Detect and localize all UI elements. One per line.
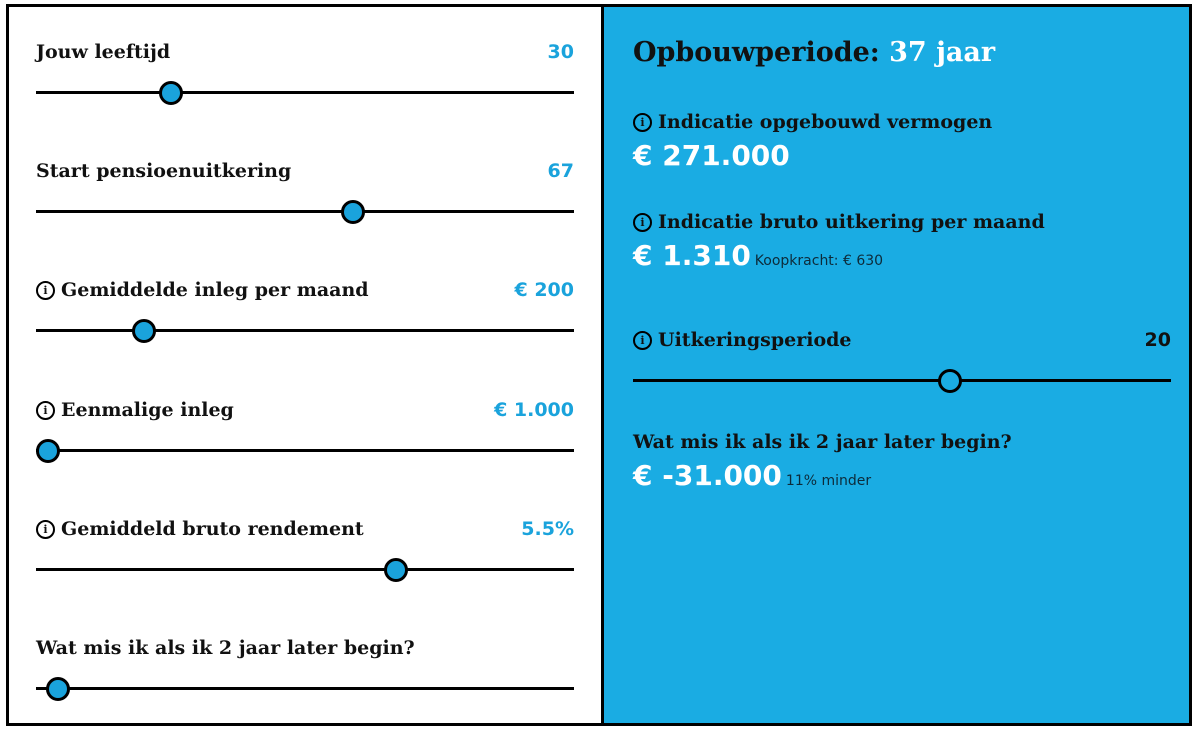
slider-label: Wat mis ik als ik 2 jaar later begin? [36, 637, 415, 659]
slider-label: Jouw leeftijd [36, 41, 171, 63]
mis-label: Wat mis ik als ik 2 jaar later begin? [633, 431, 1012, 453]
slider-thumb[interactable] [36, 439, 60, 463]
slider-track[interactable] [36, 210, 574, 213]
slider-track[interactable] [36, 329, 574, 332]
slider-track[interactable] [36, 91, 574, 94]
slider-label: i Gemiddeld bruto rendement [36, 518, 364, 540]
info-icon[interactable]: i [633, 213, 652, 232]
slider-row-leeftijd [36, 41, 574, 121]
slider-value: € 1.000 [494, 399, 574, 421]
slider-label: i Gemiddelde inleg per maand [36, 279, 369, 301]
koopkracht-note: Koopkracht: € 630 [754, 253, 884, 269]
uitkering-label: Indicatie bruto uitkering per maand [658, 211, 1045, 233]
slider-label: i Eenmalige inleg [36, 399, 234, 421]
info-icon[interactable]: i [36, 520, 55, 539]
slider-value: 20 [1144, 329, 1171, 351]
uitkering-block [633, 211, 1045, 272]
slider-thumb[interactable] [46, 677, 70, 701]
uitkering-value: € 1.310 [633, 239, 751, 272]
slider-value: 67 [547, 160, 574, 182]
info-icon[interactable]: i [633, 113, 652, 132]
slider-label: i Uitkeringsperiode [633, 329, 852, 351]
slider-thumb[interactable] [132, 319, 156, 343]
opbouwperiode-value: 37 jaar [889, 37, 996, 68]
slider-value: 30 [547, 41, 574, 63]
slider-row-inleg-maand [36, 279, 574, 359]
calculator-frame [6, 4, 1192, 726]
slider-label: Start pensioenuitkering [36, 160, 292, 182]
slider-thumb[interactable] [938, 369, 962, 393]
input-panel [9, 7, 601, 723]
slider-row-uitkeringsperiode [633, 329, 1171, 409]
slider-thumb[interactable] [159, 81, 183, 105]
slider-thumb[interactable] [384, 558, 408, 582]
vermogen-label: Indicatie opgebouwd vermogen [658, 111, 993, 133]
info-icon[interactable]: i [36, 281, 55, 300]
slider-row-start-pensioen [36, 160, 574, 240]
vermogen-block [633, 111, 992, 172]
slider-value: 5.5% [521, 518, 574, 540]
vermogen-value: € 271.000 [633, 139, 790, 172]
slider-track[interactable] [36, 568, 574, 571]
slider-row-eenmalige-inleg [36, 399, 574, 479]
slider-value: € 200 [514, 279, 574, 301]
slider-track[interactable] [36, 687, 574, 690]
slider-row-rendement [36, 518, 574, 598]
results-panel [604, 7, 1189, 723]
slider-row-later-begin [36, 637, 574, 717]
mis-block [633, 431, 1012, 492]
mis-value: € -31.000 [633, 459, 782, 492]
slider-thumb[interactable] [341, 200, 365, 224]
info-icon[interactable]: i [633, 331, 652, 350]
info-icon[interactable]: i [36, 401, 55, 420]
mis-note: 11% minder [785, 473, 872, 489]
slider-track[interactable] [633, 379, 1171, 382]
page-title: Opbouwperiode: 37 jaar [633, 37, 996, 68]
slider-track[interactable] [36, 449, 574, 452]
